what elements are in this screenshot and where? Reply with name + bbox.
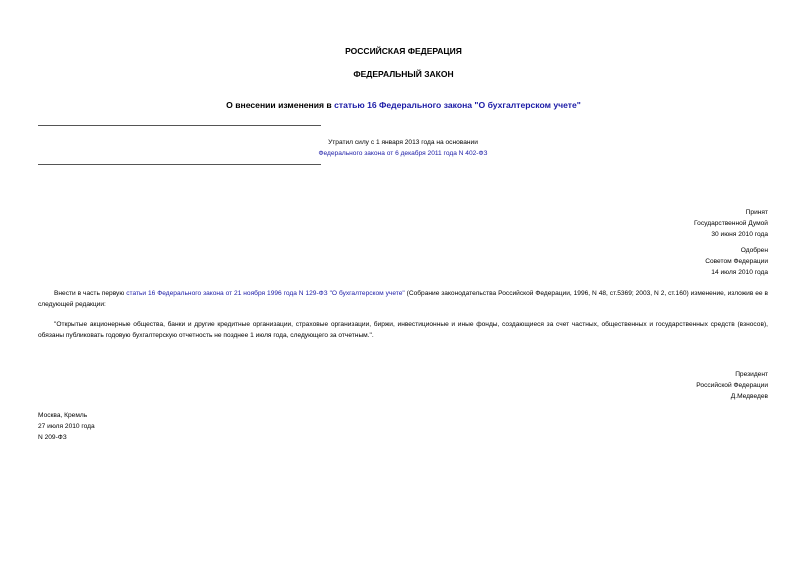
para1-suffix: (Собрание законодательства Российской Федерации, 1996, N 48, ст.5369; 2003, N 2, ст.160) изменение, изложив ее в следующей редакции:: [38, 290, 768, 308]
body-paragraph-2: "Открытые акционерные общества, банки и другие кредитные организации, страховые организации, биржи, инвестиционные и иные фонды, создающиеся за счет частных, общественных и государственных средств (взносов), обязаны публиковать годовую бухгалтерскую отчетность не позднее 1 июля года, следующего за отчетным.".: [38, 321, 768, 339]
signature-title: Президент: [735, 371, 768, 378]
top-rule: [38, 125, 321, 126]
signature-name: Д.Медведев: [730, 393, 768, 400]
approved-label: Одобрен: [740, 247, 768, 254]
footer-place: Москва, Кремль: [38, 412, 88, 419]
bottom-rule: [38, 164, 321, 165]
footer-number: N 209-ФЗ: [38, 434, 67, 441]
approved-date: 14 июля 2010 года: [711, 269, 768, 276]
footer-block: [38, 410, 338, 443]
approved-body: Советом Федерации: [705, 258, 768, 265]
signature-country: Российской Федерации: [696, 382, 768, 389]
document-title-link[interactable]: статью 16 Федерального закона "О бухгалтерском учете": [334, 100, 581, 110]
validity-note-text: Утратил силу с 1 января 2013 года на основании: [328, 139, 478, 146]
document-title: [0, 100, 807, 110]
accepted-label: Принят: [745, 209, 768, 216]
accepted-date: 30 июня 2010 года: [711, 231, 768, 238]
validity-note: [38, 137, 768, 159]
para1-law-link[interactable]: статьи 16 Федерального закона от 21 ноября 1996 года N 129-ФЗ "О бухгалтерском учете": [126, 290, 405, 297]
doc-type-heading: ФЕДЕРАЛЬНЫЙ ЗАКОН: [353, 69, 454, 79]
validity-note-link[interactable]: Федерального закона от 6 декабря 2011 года N 402-ФЗ: [318, 150, 488, 157]
accepted-body: Государственной Думой: [694, 220, 768, 227]
signature-block: [468, 369, 768, 402]
para1-prefix: Внести в часть первую: [54, 290, 127, 297]
adoption-approved: [468, 245, 768, 278]
document-title-prefix: О внесении изменения в: [226, 100, 335, 110]
footer-date: 27 июля 2010 года: [38, 423, 95, 430]
country-heading: РОССИЙСКАЯ ФЕДЕРАЦИЯ: [345, 46, 462, 56]
adoption-accepted: [468, 207, 768, 240]
body-paragraph-1: [38, 288, 768, 310]
